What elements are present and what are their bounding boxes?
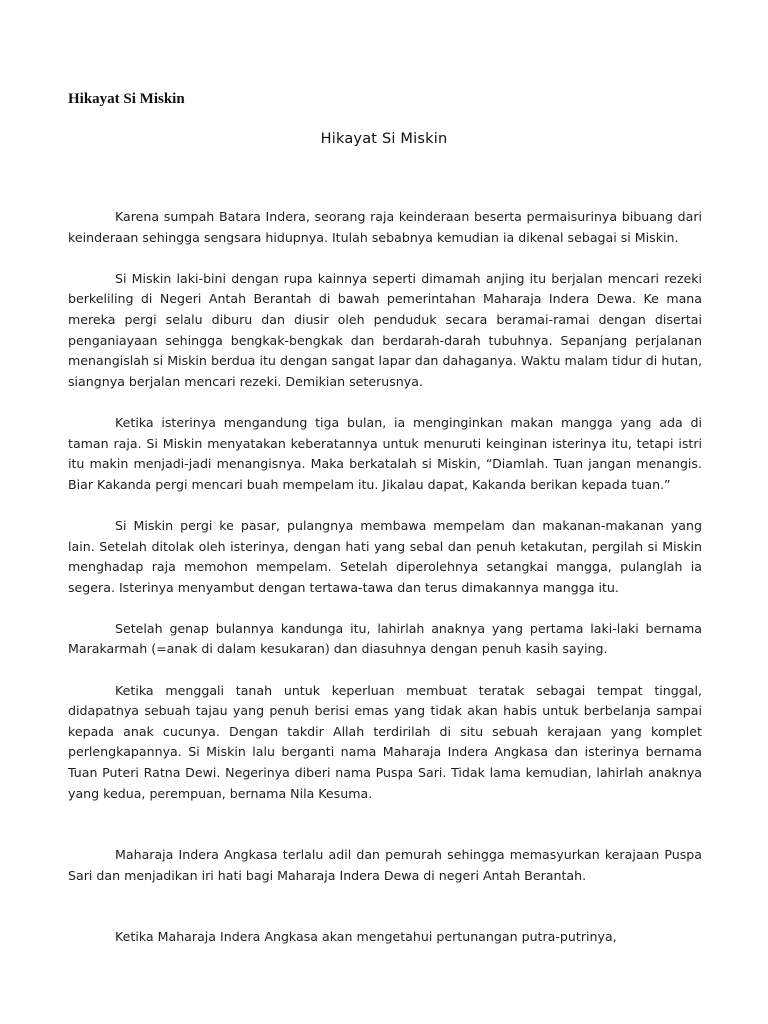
paragraph: Ketika isterinya mengandung tiga bulan, ia menginginkan makan mangga yang ada di taman raja. Si Miskin menyatakan keberatannya untuk menuruti keinginan isterinya itu, tetapi istri itu makin menjadi-jadi menangisnya. Maka berkatalah si Miskin, “Diamlah. Tuan jangan menangis. Biar Kakanda pergi mencari buah mempelam itu. Jikalau dapat, Kakanda berikan kepada tuan.” xyxy=(68,414,702,492)
paragraph: Maharaja Indera Angkasa terlalu adil dan pemurah sehingga memasyurkan kerajaan Puspa Sari dan menjadikan iri hati bagi Maharaja Indera Dewa di negeri Antah Berantah. xyxy=(68,847,702,883)
paragraph: Si Miskin pergi ke pasar, pulangnya membawa mempelam dan makanan-makanan yang lain. Setelah ditolak oleh isterinya, dengan hati yang sebal dan penuh ketakutan, pergilah si Miskin menghadap raja memohon mempelam. Setelah diperolehnya setangkai mangga, pulanglah ia segera. Isterinya menyambut dengan tertawa-tawa dan terus dimakannya mangga itu. xyxy=(68,517,702,595)
paragraph: Si Miskin laki-bini dengan rupa kainnya seperti dimamah anjing itu berjalan mencari rezeki berkeliling di Negeri Antah Berantah di bawah pemerintahan Maharaja Indera Dewa. Ke mana mereka pergi selalu diburu dan diusir oleh penduduk secara beramai-ramai dengan disertai penganiayaan sehingga bengkak-bengkak dan berdarah-darah tubuhnya. Sepanjang perjalanan menangislah si Miskin berdua itu dengan sangat lapar dan dahaganya. Waktu malam tidur di hutan, siangnya berjalan mencari rezeki. Demikian seterusnya. xyxy=(68,270,702,389)
document-title: Hikayat Si Miskin xyxy=(320,131,448,147)
document-body xyxy=(68,207,702,948)
paragraph: Setelah genap bulannya kandunga itu, lahirlah anaknya yang pertama laki-laki bernama Marakarmah (=anak di dalam kesukaran) dan diasuhnya dengan penuh kasih saying. xyxy=(68,620,702,657)
paragraph: Karena sumpah Batara Indera, seorang raja keinderaan beserta permaisurinya bibuang dari keinderaan sehingga sengsara hidupnya. Itulah sebabnya kemudian ia dikenal sebagai si Miskin. xyxy=(68,209,702,245)
paragraph: Ketika menggali tanah untuk keperluan membuat teratak sebagai tempat tinggal, didapatnya sebuah tajau yang penuh berisi emas yang tidak akan habis untuk berbelanja sampai kepada anak cucunya. Dengan takdir Allah terdirilah di situ sebuah kerajaan yang komplet perlengkapannya. Si Miskin lalu berganti nama Maharaja Indera Angkasa dan isterinya bernama Tuan Puteri Ratna Dewi. Negerinya diberi nama Puspa Sari. Tidak lama kemudian, lahirlah anaknya yang kedua, perempuan, bernama Nila Kesuma. xyxy=(68,682,702,801)
document-header: Hikayat Si Miskin xyxy=(68,91,185,107)
paragraph: Ketika Maharaja Indera Angkasa akan mengetahui pertunangan putra-putrinya, xyxy=(115,929,617,945)
